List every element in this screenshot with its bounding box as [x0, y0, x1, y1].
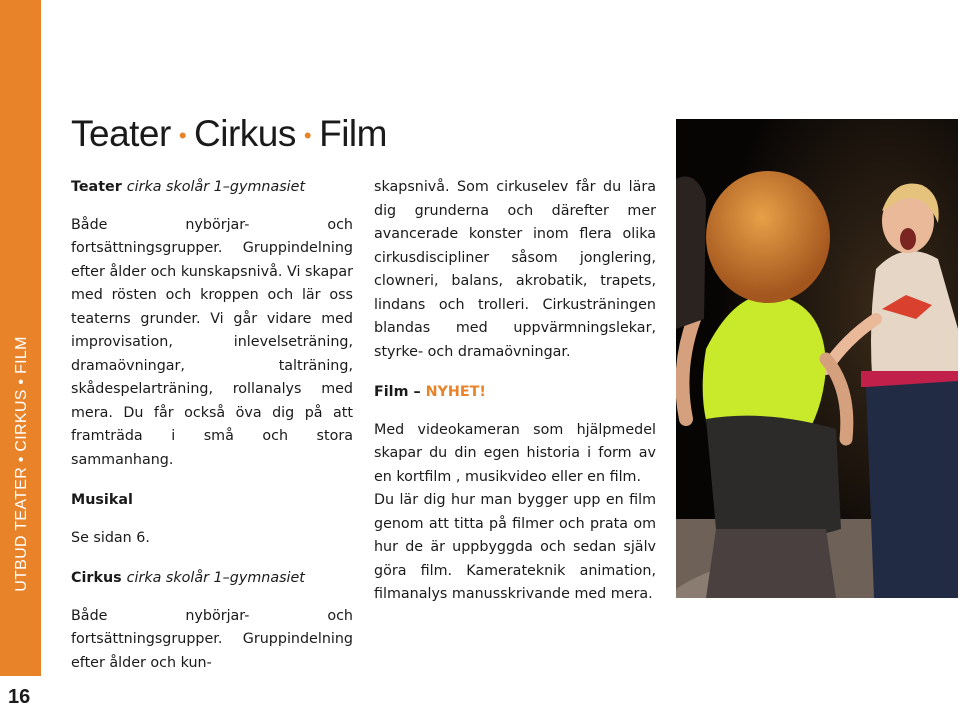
film-body-1: Med videokameran som hjälpmedel skapar du din egen historia i form av en kortfilm , musikvideo eller en film. [374, 421, 656, 485]
film-body-2: Du lär dig hur man bygger upp en film genom att titta på filmer och prata om hur de är uppbyggda och sedan själv göra film. Kamerateknik animation, filmanalys manusskrivande med mera. [374, 492, 656, 602]
page-title [71, 113, 387, 155]
teater-subheading: cirka skolår 1–gymnasiet [126, 179, 306, 195]
teater-heading [71, 176, 353, 200]
cirkus-body-part2: skapsnivå. Som cirkuselev får du lära dig grunderna och därefter mer avancerade konster inom flera olika cirkusdiscipliner såsom jonglering, clowneri, balans, akrobatik, trapets, lindans och trolleri. Cirkusträningen blandas med uppvärmningslekar, styrke- och dramaövningar. [374, 179, 656, 360]
page-number: 16 [8, 686, 31, 708]
teater-heading-text: Teater [71, 179, 122, 195]
theatre-photo [676, 119, 958, 598]
film-heading-dash: – [413, 384, 421, 400]
left-performer-hair [706, 171, 830, 303]
cirkus-heading [71, 567, 353, 591]
film-heading [374, 381, 656, 405]
column-middle [374, 176, 656, 607]
sidebar-label: UTBUD TEATER • CIRKUS • FILM [13, 336, 30, 592]
musikal-heading: Musikal [71, 492, 133, 508]
left-performer-apron [706, 416, 841, 539]
film-heading-text: Film [374, 384, 409, 400]
teater-body: Både nybörjar- och fortsättningsgrupper. Gruppindelning efter ålder och kunskapsnivå. Vi skapar med rösten och kroppen och lär oss teaterns grunder. Vi går vidare med improvisation, inlevelseträning, dramaövningar, talträning, skådespelarträning, rollanalys med mera. Du får också öva dig på att framträda i små och stora sammanhang. [71, 216, 353, 468]
title-film: Film [319, 113, 387, 154]
left-performer-legs [706, 529, 836, 598]
title-separator-dot: • [178, 123, 187, 149]
title-cirkus: Cirkus [194, 113, 296, 154]
right-performer-jeans [866, 381, 958, 598]
cirkus-subheading: cirka skolår 1–gymnasiet [126, 570, 305, 586]
film-new-badge: NYHET! [425, 384, 486, 400]
section-sidebar [0, 0, 41, 676]
title-teater: Teater [71, 113, 171, 154]
photo-illustration [676, 119, 958, 598]
background-figure [676, 177, 706, 330]
musikal-body: Se sidan 6. [71, 529, 150, 546]
open-mouth [900, 228, 916, 250]
column-left [71, 176, 353, 675]
cirkus-body-part1: Både nybörjar- och fortsättningsgrupper. Gruppindelning efter ålder och kun- [71, 607, 353, 671]
title-separator-dot: • [303, 123, 312, 149]
cirkus-heading-text: Cirkus [71, 570, 122, 586]
